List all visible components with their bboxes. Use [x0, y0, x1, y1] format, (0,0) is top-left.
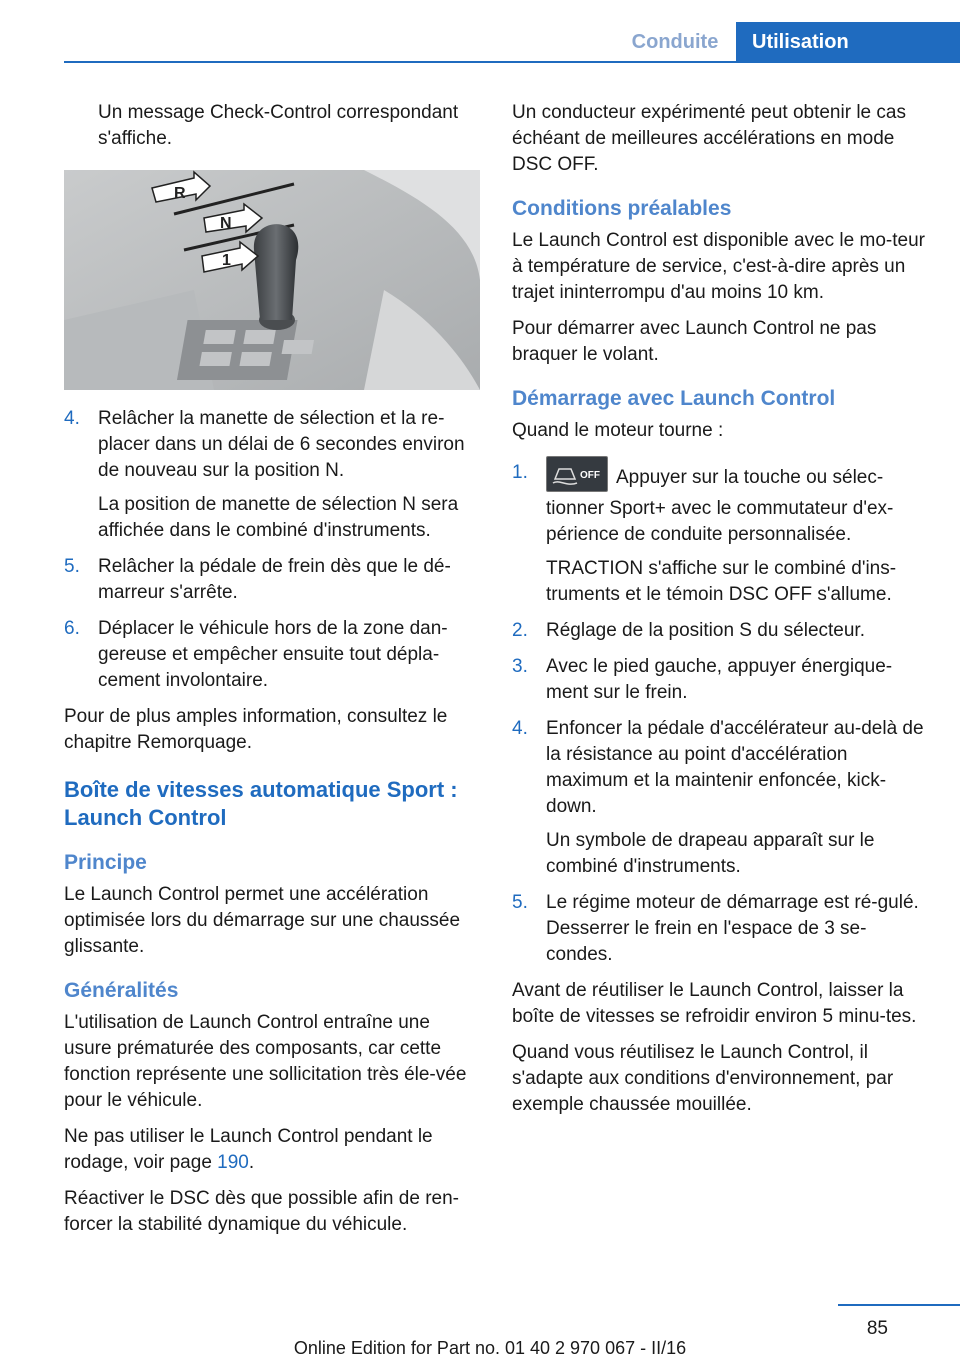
list-item	[512, 460, 932, 608]
right-intro: Un conducteur expérimenté peut obtenir le cas échéant de meilleures accélérations en mode DSC OFF.	[512, 102, 906, 175]
conditions-p2: Pour démarrer avec Launch Control ne pas braquer le volant.	[512, 318, 877, 365]
figure-label-r: R	[174, 185, 186, 202]
footer-rule	[838, 1304, 960, 1306]
figure-label-n: N	[220, 215, 232, 232]
generalites-p2-text: Ne pas utiliser le Launch Control pendant le rodage, voir page	[64, 1126, 433, 1173]
left-steps	[64, 406, 482, 694]
generalites-p1: L'utilisation de Launch Control entraîne une usure prématurée des composants, car cette fonction représente une sollicitation très éle‐vée pour le véhicule.	[64, 1012, 467, 1111]
list-item	[512, 716, 932, 880]
section-title: Boîte de vitesses automatique Sport : Launch Control	[64, 777, 458, 830]
step-subtext: TRACTION s'affiche sur le combiné d'ins‐truments et le témoin DSC OFF s'allume.	[546, 558, 897, 605]
generalites-title: Généralités	[64, 979, 179, 1002]
left-column	[64, 100, 482, 1248]
step-text: Relâcher la pédale de frein dès que le dé‐marreur s'arrête.	[98, 556, 451, 603]
principe-text: Le Launch Control permet une accélération optimisée lors du démarrage sur une chaussée glissante.	[64, 884, 461, 957]
step-number: 1.	[512, 462, 528, 483]
step-number: 4.	[512, 718, 528, 739]
step-text: Enfoncer la pédale d'accélérateur au-delà de la résistance au point d'accélération maximum et la maintenir enfoncée, kick‐down.	[546, 718, 924, 817]
generalites-p2-end: .	[248, 1152, 255, 1173]
step-text-body: Appuyer sur la touche ou sélec‐tionner Sport+ avec le commutateur d'ex‐périence de conduite personnalisée.	[546, 467, 894, 545]
tab-conduite[interactable]: Conduite	[631, 31, 719, 53]
tab-utilisation[interactable]: Utilisation	[736, 22, 960, 62]
after-p2: Quand vous réutilisez le Launch Control, il s'adapte aux conditions d'environnement, par exemple chaussée mouillée.	[512, 1042, 894, 1115]
after-steps-text: Pour de plus amples information, consultez le chapitre Remorquage.	[64, 706, 448, 753]
list-item	[512, 618, 932, 644]
list-item	[512, 654, 932, 706]
dsc-button-label: OFF	[580, 470, 600, 481]
list-item	[64, 554, 482, 606]
step-subtext: Un symbole de drapeau apparaît sur le combiné d'instruments.	[546, 830, 875, 877]
step-number: 6.	[64, 618, 80, 639]
step-number: 2.	[512, 620, 528, 641]
step-text: Réglage de la position S du sélecteur.	[546, 620, 865, 641]
figure-label-1: 1	[222, 252, 231, 269]
intro-text: Un message Check-Control correspondant s'affiche.	[98, 102, 459, 149]
page-number: 85	[866, 1318, 888, 1339]
list-item	[64, 616, 482, 694]
step-text: Déplacer le véhicule hors de la zone dan‐gereuse et empêcher ensuite tout dépla‐cement involontaire.	[98, 618, 448, 691]
conditions-p1: Le Launch Control est disponible avec le mo‐teur à température de service, c'est-à-dire après un trajet ininterrompu d'au moins 10 km.	[512, 230, 925, 303]
list-item	[512, 890, 932, 968]
list-item	[64, 406, 482, 544]
step-text: Le régime moteur de démarrage est ré‐gulé. Desserrer le frein en l'espace de 3 se‐condes.	[546, 892, 919, 965]
step-number: 4.	[64, 408, 80, 429]
footer-edition: Online Edition for Part no. 01 40 2 970 067 - II/16	[293, 1338, 687, 1358]
generalites-p3: Réactiver le DSC dès que possible afin de ren‐forcer la stabilité dynamique du véhicule.	[64, 1188, 459, 1235]
page-link[interactable]: 190	[217, 1152, 249, 1173]
right-column	[512, 100, 932, 1128]
gear-selector-photo	[64, 170, 480, 390]
step-number: 3.	[512, 656, 528, 677]
conditions-title: Conditions préalables	[512, 197, 732, 220]
dsc-off-button-icon	[546, 456, 608, 492]
demarrage-title: Démarrage avec Launch Control	[512, 387, 836, 410]
generalites-p2	[64, 1124, 482, 1176]
after-p1: Avant de réutiliser le Launch Control, laisser la boîte de vitesses se refroidir environ 5 minu‐tes.	[512, 980, 917, 1027]
step-number: 5.	[512, 892, 528, 913]
principe-title: Principe	[64, 851, 147, 874]
step-text: Avec le pied gauche, appuyer énergique‐ment sur le frein.	[546, 656, 893, 703]
right-steps	[512, 460, 932, 968]
step-text: Relâcher la manette de sélection et la re‐placer dans un délai de 6 secondes environ de nouveau sur la position N.	[98, 408, 465, 481]
step-text	[546, 460, 932, 548]
page-header	[0, 0, 960, 62]
step-subtext: La position de manette de sélection N sera affichée dans le combiné d'instruments.	[98, 494, 459, 541]
header-rule	[64, 61, 960, 63]
step-number: 5.	[64, 556, 80, 577]
demarrage-intro: Quand le moteur tourne :	[512, 420, 724, 441]
